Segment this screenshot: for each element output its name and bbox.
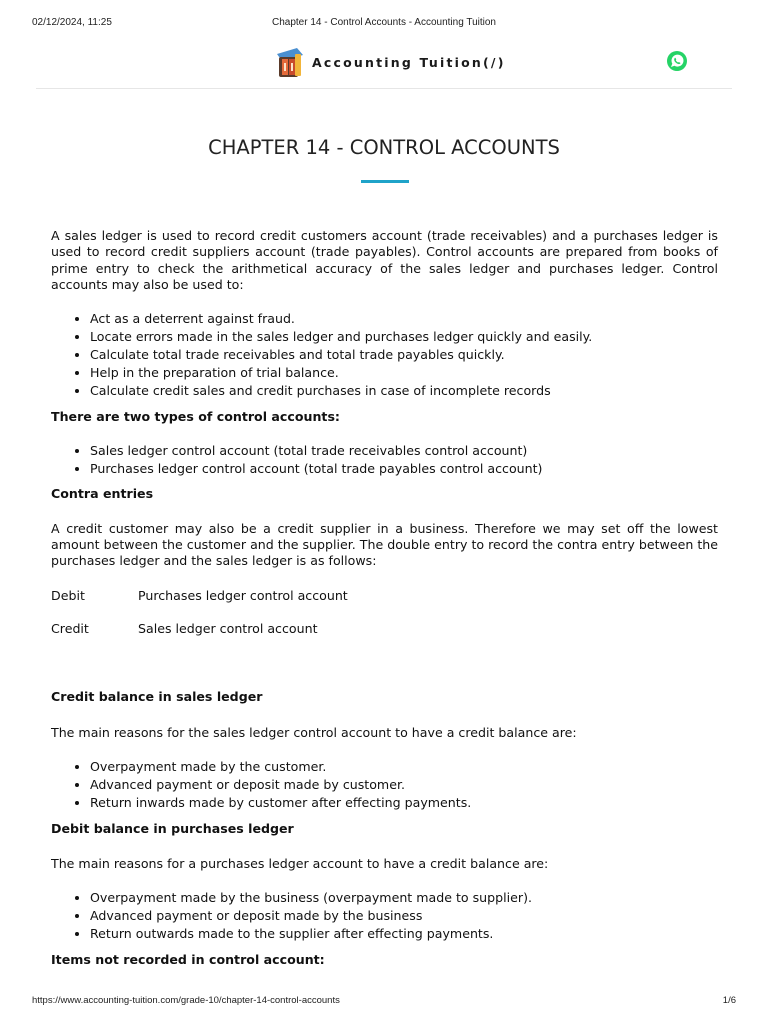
print-datetime: 02/12/2024, 11:25 (32, 17, 112, 28)
whatsapp-icon[interactable] (666, 50, 688, 72)
list-item: • Calculate credit sales and credit purchases in case of incomplete records (90, 382, 718, 400)
list-item: • Act as a deterrent against fraud. (90, 310, 718, 328)
types-list (51, 442, 718, 478)
list-item: • Sales ledger control account (total trade receivables control account) (90, 442, 718, 460)
page-title: CHAPTER 14 - CONTROL ACCOUNTS (208, 136, 560, 159)
article-content (51, 228, 718, 969)
entry-account: Purchases ledger control account (138, 587, 348, 603)
uses-list (51, 310, 718, 400)
print-header (32, 17, 736, 31)
list-item: • Purchases ledger control account (total trade payables control account) (90, 460, 718, 478)
print-page-number: 1/6 (722, 995, 736, 1006)
debit-balance-list (51, 889, 718, 943)
debit-balance-heading: Debit balance in purchases ledger (51, 820, 294, 836)
entry-side: Credit (51, 620, 89, 636)
types-heading: There are two types of control accounts: (51, 409, 340, 425)
print-page-title: Chapter 14 - Control Accounts - Accounting Tuition (271, 17, 496, 28)
site-header (36, 42, 732, 88)
brand-name: Accounting Tuition(/) (312, 54, 506, 70)
list-item: • Help in the preparation of trial balance. (90, 364, 718, 382)
credit-balance-paragraph: The main reasons for the sales ledger control account to have a credit balance are: (51, 724, 577, 740)
entry-account: Sales ledger control account (138, 620, 318, 636)
header-divider (36, 88, 732, 89)
list-item: • Advanced payment or deposit made by customer. (90, 776, 718, 794)
not-recorded-heading: Items not recorded in control account: (51, 952, 325, 968)
list-item: • Calculate total trade receivables and total trade payables quickly. (90, 346, 718, 364)
print-footer (32, 995, 736, 1007)
entry-side: Debit (51, 587, 85, 603)
list-item: • Return inwards made by customer after effecting payments. (90, 794, 718, 812)
title-accent-bar (361, 180, 409, 183)
contra-entry-debit (51, 588, 718, 604)
intro-paragraph: A sales ledger is used to record credit customers account (trade receivables) and a purchases ledger is used to record credit suppliers account (trade payables). Control accounts are prepared from books of prime entry to check the arithmetical accuracy of the sales ledger and purchases ledger. Control accounts may also be used to: (51, 228, 718, 292)
list-item: • Advanced payment or deposit made by the business (90, 907, 718, 925)
debit-balance-paragraph: The main reasons for a purchases ledger account to have a credit balance are: (51, 856, 549, 872)
contra-paragraph: A credit customer may also be a credit supplier in a business. Therefore we may set off the lowest amount between the customer and the supplier. The double entry to record the contra entry between the purchases ledger and the sales ledger is as follows: (51, 520, 718, 569)
list-item: • Overpayment made by the business (overpayment made to supplier). (90, 889, 718, 907)
credit-balance-list (51, 758, 718, 812)
contra-entry-credit (51, 621, 718, 637)
list-item: • Return outwards made to the supplier after effecting payments. (90, 925, 718, 943)
brand-home-link[interactable] (273, 44, 506, 80)
credit-balance-heading: Credit balance in sales ledger (51, 689, 263, 705)
list-item: • Locate errors made in the sales ledger and purchases ledger quickly and easily. (90, 328, 718, 346)
contra-heading: Contra entries (51, 486, 154, 502)
list-item: • Overpayment made by the customer. (90, 758, 718, 776)
print-url: https://www.accounting-tuition.com/grade-10/chapter-14-control-accounts (32, 995, 340, 1006)
books-logo-icon (273, 45, 307, 79)
